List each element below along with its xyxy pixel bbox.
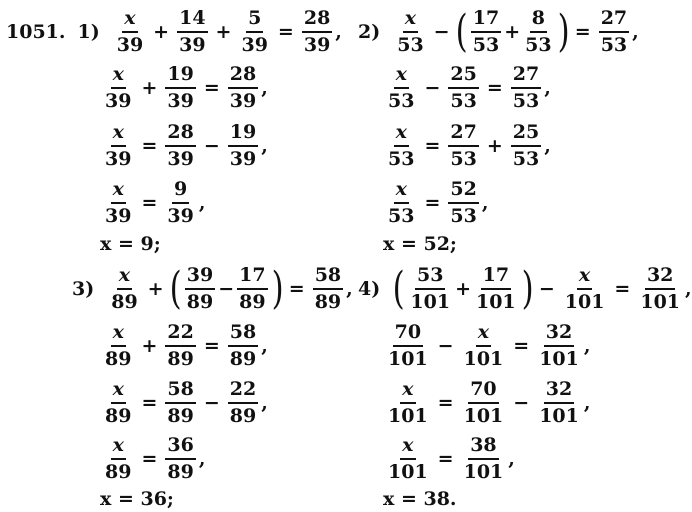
math-symbol: + (504, 21, 521, 43)
fraction-numerator: x (117, 265, 132, 290)
p3-line-1 (72, 265, 353, 313)
fraction (523, 8, 553, 56)
fraction (386, 64, 416, 112)
fraction (165, 64, 195, 112)
fraction-denominator: 53 (397, 34, 424, 56)
math-symbol: = (203, 77, 220, 99)
fraction (638, 265, 682, 313)
math-symbol: , (685, 278, 692, 300)
fraction-numerator: 36 (165, 435, 195, 460)
math-symbol: + (141, 77, 158, 99)
fraction (448, 179, 478, 227)
p1-line-2 (100, 64, 268, 112)
math-symbol: = (614, 278, 631, 300)
math-symbol: , (261, 392, 268, 414)
fraction-denominator: 39 (167, 205, 194, 227)
math-symbol: + (215, 21, 232, 43)
math-symbol: = (288, 278, 305, 300)
parenthesis: ) (521, 263, 534, 314)
fraction (302, 8, 332, 56)
fraction-numerator: 38 (468, 435, 498, 460)
math-symbol: = (141, 135, 158, 157)
math-symbol: − (437, 335, 454, 357)
p1-answer: x = 9; (100, 233, 161, 255)
fraction (237, 265, 267, 313)
fraction (103, 435, 133, 483)
fraction-numerator: x (394, 122, 409, 147)
fraction-denominator: 53 (388, 90, 415, 112)
math-symbol: , (544, 135, 551, 157)
fraction-numerator: 14 (177, 8, 207, 33)
math-symbol: − (538, 278, 555, 300)
math-symbol: = (141, 448, 158, 470)
fraction-numerator: x (394, 64, 409, 89)
fraction-denominator: 101 (388, 461, 428, 483)
p2-label: 2) (358, 21, 381, 43)
fraction (599, 8, 629, 56)
fraction (177, 8, 207, 56)
fraction (408, 265, 452, 313)
fraction (386, 122, 416, 170)
p1-line-3 (100, 122, 268, 170)
fraction-denominator: 53 (525, 34, 552, 56)
math-symbol: , (198, 192, 206, 214)
math-symbol: = (141, 392, 158, 414)
fraction (165, 379, 195, 427)
fraction-denominator: 53 (472, 34, 500, 56)
fraction (474, 265, 518, 313)
fraction-numerator: 70 (393, 322, 423, 347)
math-symbol: , (261, 135, 268, 157)
fraction-denominator: 39 (167, 148, 194, 170)
fraction-numerator: 32 (544, 379, 574, 404)
p3-answer: x = 36; (100, 488, 174, 510)
fraction-numerator: x (111, 179, 126, 204)
fraction (239, 8, 269, 56)
p4-line-4 (383, 435, 515, 483)
math-symbol: + (141, 335, 158, 357)
fraction-numerator: 28 (228, 64, 258, 89)
math-symbol: − (433, 21, 450, 43)
fraction-numerator: 27 (599, 8, 629, 33)
math-symbol: , (583, 335, 591, 357)
problem-number: 1051. (6, 21, 66, 43)
fraction-denominator: 101 (388, 348, 428, 370)
parenthesis: ( (169, 263, 182, 314)
fraction (228, 322, 258, 370)
p4-answer: x = 38. (383, 488, 457, 510)
math-symbol: − (513, 392, 530, 414)
fraction-numerator: 5 (246, 8, 263, 33)
fraction-denominator: 101 (564, 291, 605, 313)
fraction-denominator: 89 (167, 348, 194, 370)
math-symbol: = (424, 192, 441, 214)
math-symbol: = (513, 335, 530, 357)
fraction-denominator: 39 (116, 34, 144, 56)
fraction (471, 8, 501, 56)
p4-line-2 (383, 322, 590, 370)
fraction-numerator: x (111, 122, 126, 147)
math-symbol: = (141, 192, 158, 214)
fraction-numerator: x (111, 435, 126, 460)
fraction-denominator: 101 (539, 405, 579, 427)
math-symbol: , (632, 21, 639, 43)
fraction-denominator: 39 (179, 34, 206, 56)
p4-line-1 (358, 265, 692, 313)
fraction (462, 322, 506, 370)
math-symbol: = (437, 448, 454, 470)
fraction (511, 64, 541, 112)
fraction-denominator: 53 (388, 148, 415, 170)
fraction-numerator: 17 (481, 265, 511, 290)
fraction-numerator: 25 (448, 64, 478, 89)
fraction-numerator: x (111, 379, 126, 404)
fraction-numerator: x (111, 322, 126, 347)
p2-line-1 (358, 8, 639, 56)
math-symbol: , (508, 448, 515, 470)
fraction-numerator: 19 (165, 64, 195, 89)
fraction-denominator: 53 (450, 205, 477, 227)
math-symbol: = (437, 392, 454, 414)
math-symbol: + (153, 21, 170, 43)
fraction (386, 379, 430, 427)
fraction-denominator: 39 (167, 90, 194, 112)
fraction (103, 322, 133, 370)
parenthesis: ( (392, 263, 405, 314)
p2-line-3 (383, 122, 551, 170)
p3-line-4 (100, 435, 205, 483)
fraction-denominator: 39 (303, 34, 331, 56)
p1-label: 1) (77, 21, 100, 43)
math-symbol: = (574, 21, 591, 43)
fraction-denominator: 39 (229, 148, 257, 170)
fraction (313, 265, 343, 313)
math-symbol: − (424, 77, 441, 99)
fraction-denominator: 39 (105, 148, 132, 170)
fraction-denominator: 89 (111, 291, 138, 313)
fraction-denominator: 101 (539, 348, 579, 370)
fraction-denominator: 89 (167, 461, 194, 483)
fraction (462, 435, 506, 483)
fraction-denominator: 101 (640, 291, 681, 313)
fraction (165, 435, 195, 483)
fraction-numerator: 9 (172, 179, 189, 204)
fraction (448, 122, 478, 170)
fraction-numerator: 19 (228, 122, 258, 147)
math-symbol: = (277, 21, 294, 43)
fraction-numerator: 17 (237, 265, 267, 290)
fraction-denominator: 101 (463, 348, 504, 370)
math-symbol: , (198, 448, 206, 470)
fraction-denominator: 89 (314, 291, 342, 313)
fraction-numerator: 70 (468, 379, 498, 404)
fraction-denominator: 101 (463, 405, 504, 427)
fraction-denominator: 53 (512, 90, 540, 112)
fraction (109, 265, 139, 313)
fraction-denominator: 89 (105, 348, 132, 370)
math-symbol: , (346, 278, 353, 300)
math-symbol: = (486, 77, 503, 99)
math-symbol: , (583, 392, 591, 414)
math-symbol: , (261, 77, 268, 99)
fraction-numerator: 58 (313, 265, 343, 290)
p3-line-3 (100, 379, 268, 427)
fraction-denominator: 89 (239, 291, 266, 313)
math-symbol: , (335, 21, 342, 43)
math-symbol: + (147, 278, 164, 300)
fraction (185, 265, 215, 313)
fraction-numerator: 28 (165, 122, 195, 147)
fraction-numerator: 25 (511, 122, 541, 147)
p4-label: 4) (358, 278, 381, 300)
math-symbol: = (424, 135, 441, 157)
math-symbol: − (203, 392, 220, 414)
fraction (165, 179, 195, 227)
fraction-denominator: 39 (241, 34, 268, 56)
fraction-denominator: 89 (167, 405, 194, 427)
fraction (563, 265, 607, 313)
fraction-numerator: x (400, 379, 415, 404)
fraction (511, 122, 541, 170)
p2-line-2 (383, 64, 551, 112)
fraction-denominator: 89 (229, 348, 257, 370)
fraction-numerator: x (394, 179, 409, 204)
fraction-denominator: 53 (512, 148, 540, 170)
math-symbol: + (455, 278, 471, 300)
p4-line-3 (383, 379, 590, 427)
fraction (228, 379, 258, 427)
math-symbol: + (486, 135, 503, 157)
fraction (537, 322, 581, 370)
fraction-denominator: 89 (229, 405, 257, 427)
fraction (386, 322, 430, 370)
fraction-denominator: 89 (105, 405, 132, 427)
fraction (115, 8, 145, 56)
fraction (395, 8, 425, 56)
fraction-denominator: 101 (388, 405, 428, 427)
fraction-numerator: x (122, 8, 137, 33)
fraction (103, 179, 133, 227)
fraction-numerator: x (403, 8, 418, 33)
fraction-denominator: 89 (105, 461, 132, 483)
p3-line-2 (100, 322, 268, 370)
fraction-numerator: 52 (448, 179, 478, 204)
p3-label: 3) (72, 278, 95, 300)
fraction-denominator: 101 (463, 461, 504, 483)
fraction-numerator: 53 (415, 265, 445, 290)
fraction (537, 379, 581, 427)
fraction-denominator: 53 (450, 90, 477, 112)
fraction-numerator: 58 (228, 322, 258, 347)
fraction-numerator: x (400, 435, 415, 460)
fraction-numerator: 17 (471, 8, 501, 33)
parenthesis: ) (271, 263, 284, 314)
fraction (386, 179, 416, 227)
fraction-denominator: 89 (186, 291, 214, 313)
p1-line-1 (6, 8, 342, 56)
fraction-numerator: 32 (645, 265, 675, 290)
fraction-denominator: 101 (475, 291, 516, 313)
fraction-denominator: 39 (105, 90, 132, 112)
fraction (448, 64, 478, 112)
fraction-numerator: 58 (165, 379, 195, 404)
fraction-denominator: 39 (105, 205, 132, 227)
math-symbol: − (218, 278, 235, 300)
fraction-numerator: 32 (544, 322, 574, 347)
fraction-numerator: 27 (448, 122, 478, 147)
math-symbol: , (261, 335, 268, 357)
fraction-numerator: x (476, 322, 491, 347)
fraction (228, 64, 258, 112)
parenthesis: ) (557, 6, 570, 57)
fraction (165, 122, 195, 170)
fraction-numerator: x (111, 64, 126, 89)
math-symbol: , (544, 77, 551, 99)
math-symbol: , (481, 192, 489, 214)
math-symbol: − (203, 135, 220, 157)
fraction-numerator: x (577, 265, 592, 290)
fraction-numerator: 22 (165, 322, 195, 347)
p1-line-4 (100, 179, 205, 227)
fraction (386, 435, 430, 483)
fraction-denominator: 53 (388, 205, 415, 227)
fraction (165, 322, 195, 370)
fraction-numerator: 22 (228, 379, 258, 404)
fraction-denominator: 53 (600, 34, 628, 56)
math-symbol: = (203, 335, 220, 357)
fraction (103, 64, 133, 112)
fraction-numerator: 27 (511, 64, 541, 89)
fraction (462, 379, 506, 427)
fraction (228, 122, 258, 170)
parenthesis: ( (455, 6, 468, 57)
p2-line-4 (383, 179, 488, 227)
fraction-denominator: 53 (450, 148, 477, 170)
fraction-numerator: 8 (530, 8, 547, 33)
fraction-numerator: 39 (185, 265, 215, 290)
fraction-denominator: 101 (410, 291, 451, 313)
p2-answer: x = 52; (383, 233, 457, 255)
fraction (103, 379, 133, 427)
fraction-numerator: 28 (302, 8, 332, 33)
fraction (103, 122, 133, 170)
fraction-denominator: 39 (229, 90, 257, 112)
